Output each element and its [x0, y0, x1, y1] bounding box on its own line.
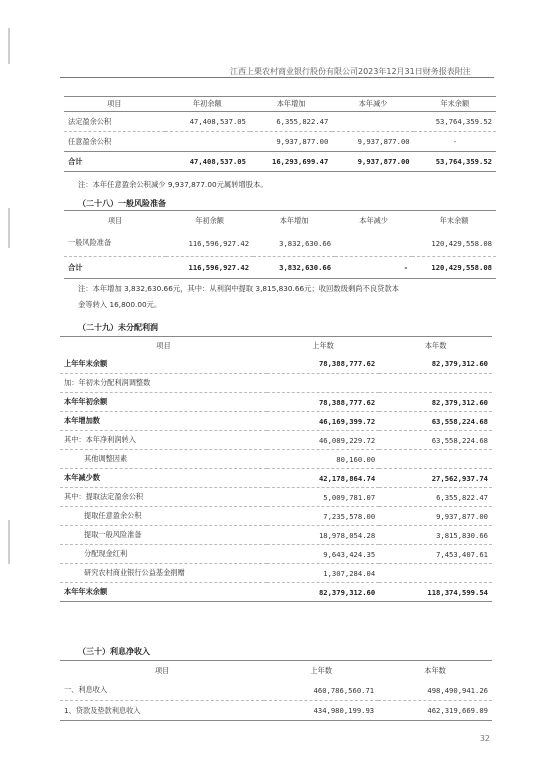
table-cell: 6,355,822.47	[379, 488, 492, 507]
table-cell: 上年年末余额	[60, 355, 267, 374]
table-cell: 合计	[68, 156, 83, 166]
table-total-row	[60, 583, 492, 602]
table-cell: 本年年末余额	[64, 587, 108, 596]
table-total-row	[64, 152, 496, 172]
table-cell: 1,307,284.04	[267, 564, 379, 583]
table-cell: -	[414, 132, 496, 152]
table-total-row	[64, 257, 496, 279]
surplus-reserve-table	[64, 96, 496, 172]
page-header: 江西上栗农村商业银行股份有限公司2023年12月31日财务报表附注	[230, 67, 471, 76]
table-cell: 3,832,630.66	[279, 263, 332, 272]
table-cell: 法定盈余公积	[64, 112, 165, 132]
table-cell: 78,388,777.62	[267, 393, 379, 412]
table-cell: 78,388,777.62	[267, 355, 379, 374]
column-header: 项目	[107, 99, 122, 108]
table-cell: 462,319,669.09	[427, 706, 488, 715]
table-cell: 63,558,224.68	[379, 412, 492, 431]
table-cell: 63,558,224.68	[379, 431, 492, 450]
table-row	[64, 132, 496, 152]
section-title-undistributed-profit: （二十九）未分配利润	[78, 323, 158, 332]
table-cell: 46,089,229.72	[267, 431, 379, 450]
binding-mark	[8, 520, 10, 564]
table-row	[60, 701, 492, 721]
table-cell: 9,643,424.35	[267, 545, 379, 564]
table-cell: 53,764,359.52	[435, 157, 492, 166]
table-cell: 3,832,630.66	[253, 231, 335, 257]
table-cell: 53,764,359.52	[414, 112, 496, 132]
table-cell: 460,786,560.71	[264, 681, 378, 701]
table-cell: 加：年初未分配利润调整数	[60, 374, 267, 393]
net-interest-income-table	[60, 660, 492, 721]
table-cell: 分配现金红利	[60, 545, 267, 564]
table-row	[64, 231, 496, 257]
column-header: 本年数	[424, 340, 447, 350]
note-reserve: 注：本年任意盈余公积减少 9,937,877.00元属转增股本。	[78, 180, 268, 189]
table-header-row	[64, 97, 496, 112]
table-cell: 82,379,312.60	[379, 355, 492, 374]
table-cell	[335, 231, 412, 257]
table-row	[60, 469, 492, 488]
table-cell: 其中：提取法定盈余公积	[60, 488, 267, 507]
table-cell: 一般风险准备	[64, 231, 166, 257]
table-cell: 9,937,877.00	[332, 132, 413, 152]
table-row	[60, 393, 492, 412]
table-cell: 本年减少数	[60, 469, 267, 488]
table-cell: 7,453,407.61	[379, 545, 492, 564]
table-cell: 6,355,822.47	[250, 112, 332, 132]
table-cell: 118,374,599.54	[427, 587, 488, 597]
table-cell: 本年年初余额	[60, 393, 267, 412]
table-cell: 498,490,941.26	[378, 681, 492, 701]
column-header: 年初余额	[195, 215, 224, 225]
table-cell: 9,937,877.00	[250, 132, 332, 152]
table-cell: 42,178,864.74	[267, 469, 379, 488]
table-cell: 其中：本年净利润转入	[60, 431, 267, 450]
column-header: 项目	[156, 340, 171, 350]
binding-mark	[8, 28, 10, 64]
section-title-net-interest-income: （三十）利息净收入	[78, 647, 150, 656]
table-cell: 合计	[68, 262, 83, 272]
column-header: 年末余额	[440, 99, 470, 108]
table-cell: 本年增加数	[60, 412, 267, 431]
table-row	[60, 412, 492, 431]
table-cell: 3,815,830.66	[379, 526, 492, 545]
table-cell: 434,980,199.93	[313, 706, 375, 715]
table-cell: 116,596,927.42	[166, 231, 253, 257]
table-cell: 9,937,877.00	[379, 507, 492, 526]
table-cell: 82,379,312.60	[379, 393, 492, 412]
table-cell	[379, 374, 492, 393]
column-header: 项目	[154, 665, 170, 675]
table-cell: 27,562,937.74	[379, 469, 492, 488]
table-cell: 16,293,699.47	[272, 157, 329, 166]
column-header: 项目	[107, 215, 123, 225]
table-row	[60, 431, 492, 450]
table-cell: 18,978,054.28	[267, 526, 379, 545]
table-cell: 47,408,537.05	[189, 157, 246, 166]
table-cell: 120,429,558.08	[412, 231, 496, 257]
table-cell: 提取一般风险准备	[60, 526, 267, 545]
table-row	[60, 507, 492, 526]
table-cell: 9,937,877.00	[357, 157, 410, 166]
table-cell	[332, 112, 413, 132]
table-cell: 46,169,399.72	[267, 412, 379, 431]
page-number: 32	[479, 734, 490, 743]
table-header-row	[60, 337, 492, 355]
table-row	[60, 374, 492, 393]
table-cell: 研究农村商业银行公益基金捐赠	[60, 564, 267, 583]
column-header: 本年减少	[359, 215, 388, 225]
undistributed-profit-table	[60, 336, 492, 602]
column-header: 年末余额	[439, 215, 469, 225]
section-title-risk-reserve: （二十八）一般风险准备	[78, 199, 166, 208]
table-cell	[267, 374, 379, 393]
column-header: 本年减少	[358, 99, 388, 108]
table-row	[60, 450, 492, 469]
table-cell: -	[403, 263, 409, 272]
note-risk-reserve-line2: 金等转入 16,800.00元。	[78, 300, 162, 309]
column-header: 年初余额	[192, 99, 222, 108]
table-cell: 其他调整因素	[60, 450, 267, 469]
column-header: 上年数	[310, 665, 333, 675]
table-header-row	[64, 211, 496, 231]
table-cell: 80,160.00	[267, 450, 379, 469]
table-cell: 120,429,558.08	[431, 263, 492, 272]
table-row	[60, 526, 492, 545]
column-header: 本年数	[424, 665, 446, 675]
table-row	[64, 112, 496, 132]
table-cell	[379, 450, 492, 469]
table-cell: 一、利息收入	[60, 681, 264, 701]
table-row	[60, 545, 492, 564]
table-cell: 116,596,927.42	[188, 263, 250, 272]
note-risk-reserve-line1: 注：本年增加 3,832,630.66元，其中：从利润中提取 3,815,830.66元；收回数级剩尚不良贷款本	[78, 284, 400, 293]
column-header: 本年增加	[276, 99, 306, 108]
table-cell	[379, 564, 492, 583]
table-row	[60, 488, 492, 507]
table-row	[60, 564, 492, 583]
table-row	[60, 355, 492, 374]
column-header: 上年数	[312, 340, 334, 350]
table-row	[60, 681, 492, 701]
table-cell: 82,379,312.60	[318, 587, 376, 597]
table-cell: 1、贷款及垫款利息收入	[64, 705, 141, 715]
binding-mark	[8, 208, 10, 248]
table-cell: 47,408,537.05	[165, 112, 250, 132]
table-cell: 7,235,578.00	[267, 507, 379, 526]
table-header-row	[60, 661, 492, 681]
table-cell	[165, 132, 250, 152]
table-cell: 5,009,781.07	[267, 488, 379, 507]
header-rule	[60, 77, 494, 78]
risk-reserve-table	[64, 210, 496, 279]
table-cell: 提取任意盈余公积	[60, 507, 267, 526]
column-header: 本年增加	[279, 215, 309, 225]
table-cell: 任意盈余公积	[64, 132, 165, 152]
